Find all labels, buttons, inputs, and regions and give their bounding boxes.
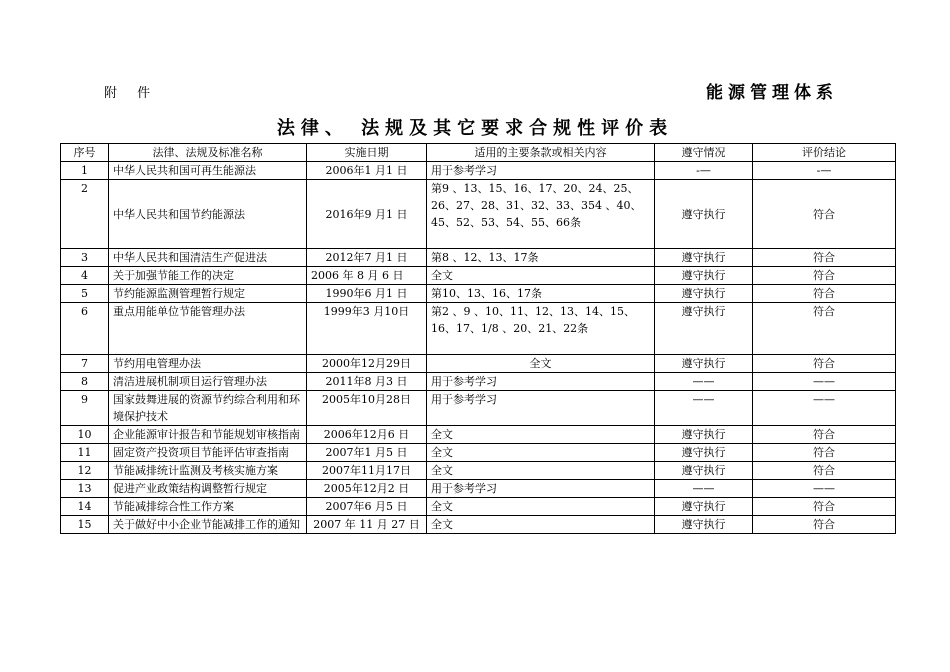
cell-content: 全文 xyxy=(427,355,655,373)
cell-name: 节能减排统计监测及考核实施方案 xyxy=(109,462,307,480)
cell-conclusion: 符合 xyxy=(753,249,896,267)
table-row xyxy=(61,162,896,180)
cell-name: 节约用电管理办法 xyxy=(109,355,307,373)
cell-compliance: 遵守执行 xyxy=(655,303,753,355)
cell-conclusion: 符合 xyxy=(753,498,896,516)
cell-no: 11 xyxy=(61,444,109,462)
cell-no: 8 xyxy=(61,373,109,391)
cell-compliance: 遵守执行 xyxy=(655,426,753,444)
cell-compliance: 遵守执行 xyxy=(655,180,753,249)
cell-no: 1 xyxy=(61,162,109,180)
cell-date: 2005年10月28日 xyxy=(307,391,427,426)
cell-name: 清洁进展机制项目运行管理办法 xyxy=(109,373,307,391)
cell-no: 4 xyxy=(61,267,109,285)
table-row xyxy=(61,267,896,285)
cell-date: 2006 年 8 月 6 日 xyxy=(307,267,427,285)
cell-name: 节约能源监测管理暂行规定 xyxy=(109,285,307,303)
table-row xyxy=(61,303,896,355)
cell-date: 2016年9 月1 日 xyxy=(307,180,427,249)
table-row xyxy=(61,180,896,249)
cell-no: 13 xyxy=(61,480,109,498)
cell-compliance: 遵守执行 xyxy=(655,462,753,480)
system-title: 能源管理体系 xyxy=(706,83,838,103)
cell-content: 用于参考学习 xyxy=(427,391,655,426)
cell-conclusion: 符合 xyxy=(753,285,896,303)
cell-compliance: 遵守执行 xyxy=(655,516,753,534)
table-row xyxy=(61,480,896,498)
cell-content: 全文 xyxy=(427,444,655,462)
cell-conclusion: 符合 xyxy=(753,355,896,373)
cell-date: 2006年1 月1 日 xyxy=(307,162,427,180)
cell-content: 全文 xyxy=(427,426,655,444)
cell-date: 2012年7 月1 日 xyxy=(307,249,427,267)
attachment-label: 附 件 xyxy=(104,86,159,101)
cell-name: 关于做好中小企业节能减排工作的通知 xyxy=(109,516,307,534)
cell-compliance: 遵守执行 xyxy=(655,249,753,267)
cell-conclusion: 符合 xyxy=(753,267,896,285)
cell-content: 全文 xyxy=(427,498,655,516)
cell-no: 7 xyxy=(61,355,109,373)
cell-conclusion: 符合 xyxy=(753,180,896,249)
cell-date: 2007 年 11 月 27 日 xyxy=(307,516,427,534)
cell-name: 关于加强节能工作的决定 xyxy=(109,267,307,285)
table-row xyxy=(61,391,896,426)
table-row xyxy=(61,426,896,444)
cell-conclusion: 符合 xyxy=(753,426,896,444)
cell-content: 第2 、9 、10、11、12、13、14、15、16、17、1/8 、20、21、22条 xyxy=(427,303,655,355)
column-header-conclusion: 评价结论 xyxy=(753,144,896,162)
table-row xyxy=(61,355,896,373)
cell-name: 中华人民共和国节约能源法 xyxy=(109,180,307,249)
cell-content: 用于参考学习 xyxy=(427,373,655,391)
cell-name: 节能减排综合性工作方案 xyxy=(109,498,307,516)
table-row xyxy=(61,462,896,480)
cell-name: 企业能源审计报告和节能规划审核指南 xyxy=(109,426,307,444)
cell-compliance: —— xyxy=(655,373,753,391)
cell-conclusion: —— xyxy=(753,391,896,426)
cell-content: 全文 xyxy=(427,267,655,285)
cell-compliance: -— xyxy=(655,162,753,180)
cell-date: 1990年6 月1 日 xyxy=(307,285,427,303)
cell-compliance: 遵守执行 xyxy=(655,444,753,462)
cell-content: 全文 xyxy=(427,516,655,534)
cell-conclusion: -— xyxy=(753,162,896,180)
cell-no: 5 xyxy=(61,285,109,303)
column-header-no: 序号 xyxy=(61,144,109,162)
cell-content: 用于参考学习 xyxy=(427,162,655,180)
table-header-row xyxy=(61,144,896,162)
cell-date: 2005年12月2 日 xyxy=(307,480,427,498)
cell-name: 国家鼓舞进展的资源节约综合利用和环境保护技术 xyxy=(109,391,307,426)
cell-date: 1999年3 月10日 xyxy=(307,303,427,355)
cell-compliance: 遵守执行 xyxy=(655,498,753,516)
table-row xyxy=(61,444,896,462)
table-row xyxy=(61,285,896,303)
cell-conclusion: —— xyxy=(753,480,896,498)
table-row xyxy=(61,373,896,391)
cell-no: 6 xyxy=(61,303,109,355)
column-header-date: 实施日期 xyxy=(307,144,427,162)
column-header-content: 适用的主要条款或相关内容 xyxy=(427,144,655,162)
column-header-compliance: 遵守情况 xyxy=(655,144,753,162)
table-row xyxy=(61,516,896,534)
cell-no: 2 xyxy=(61,180,109,249)
cell-compliance: 遵守执行 xyxy=(655,355,753,373)
cell-content: 第9 、13、15、16、17、20、24、25、26、27、28、31、32、33、354 、40、45、52、53、54、55、66条 xyxy=(427,180,655,249)
cell-date: 2000年12月29日 xyxy=(307,355,427,373)
cell-date: 2007年6 月5 日 xyxy=(307,498,427,516)
cell-date: 2007年11月17日 xyxy=(307,462,427,480)
cell-compliance: 遵守执行 xyxy=(655,285,753,303)
cell-name: 中华人民共和国可再生能源法 xyxy=(109,162,307,180)
cell-compliance: —— xyxy=(655,391,753,426)
cell-date: 2006年12月6 日 xyxy=(307,426,427,444)
cell-conclusion: —— xyxy=(753,373,896,391)
cell-no: 3 xyxy=(61,249,109,267)
cell-no: 12 xyxy=(61,462,109,480)
cell-content: 用于参考学习 xyxy=(427,480,655,498)
cell-content: 全文 xyxy=(427,462,655,480)
cell-date: 2007年1 月5 日 xyxy=(307,444,427,462)
cell-compliance: —— xyxy=(655,480,753,498)
cell-conclusion: 符合 xyxy=(753,444,896,462)
cell-conclusion: 符合 xyxy=(753,303,896,355)
cell-content: 第8 、12、13、17条 xyxy=(427,249,655,267)
cell-content: 第10、13、16、17条 xyxy=(427,285,655,303)
cell-no: 15 xyxy=(61,516,109,534)
cell-name: 固定资产投资项目节能评估审查指南 xyxy=(109,444,307,462)
cell-no: 10 xyxy=(61,426,109,444)
cell-name: 促进产业政策结构调整暂行规定 xyxy=(109,480,307,498)
cell-no: 9 xyxy=(61,391,109,426)
cell-compliance: 遵守执行 xyxy=(655,267,753,285)
cell-no: 14 xyxy=(61,498,109,516)
table-row xyxy=(61,249,896,267)
cell-date: 2011年8 月3 日 xyxy=(307,373,427,391)
table-row xyxy=(61,498,896,516)
cell-name: 中华人民共和国清洁生产促进法 xyxy=(109,249,307,267)
cell-conclusion: 符合 xyxy=(753,516,896,534)
compliance-table xyxy=(60,143,896,534)
column-header-name: 法律、法规及标准名称 xyxy=(109,144,307,162)
page-title: 法律、 法规及其它要求合规性评价表 xyxy=(276,118,674,139)
cell-name: 重点用能单位节能管理办法 xyxy=(109,303,307,355)
cell-conclusion: 符合 xyxy=(753,462,896,480)
